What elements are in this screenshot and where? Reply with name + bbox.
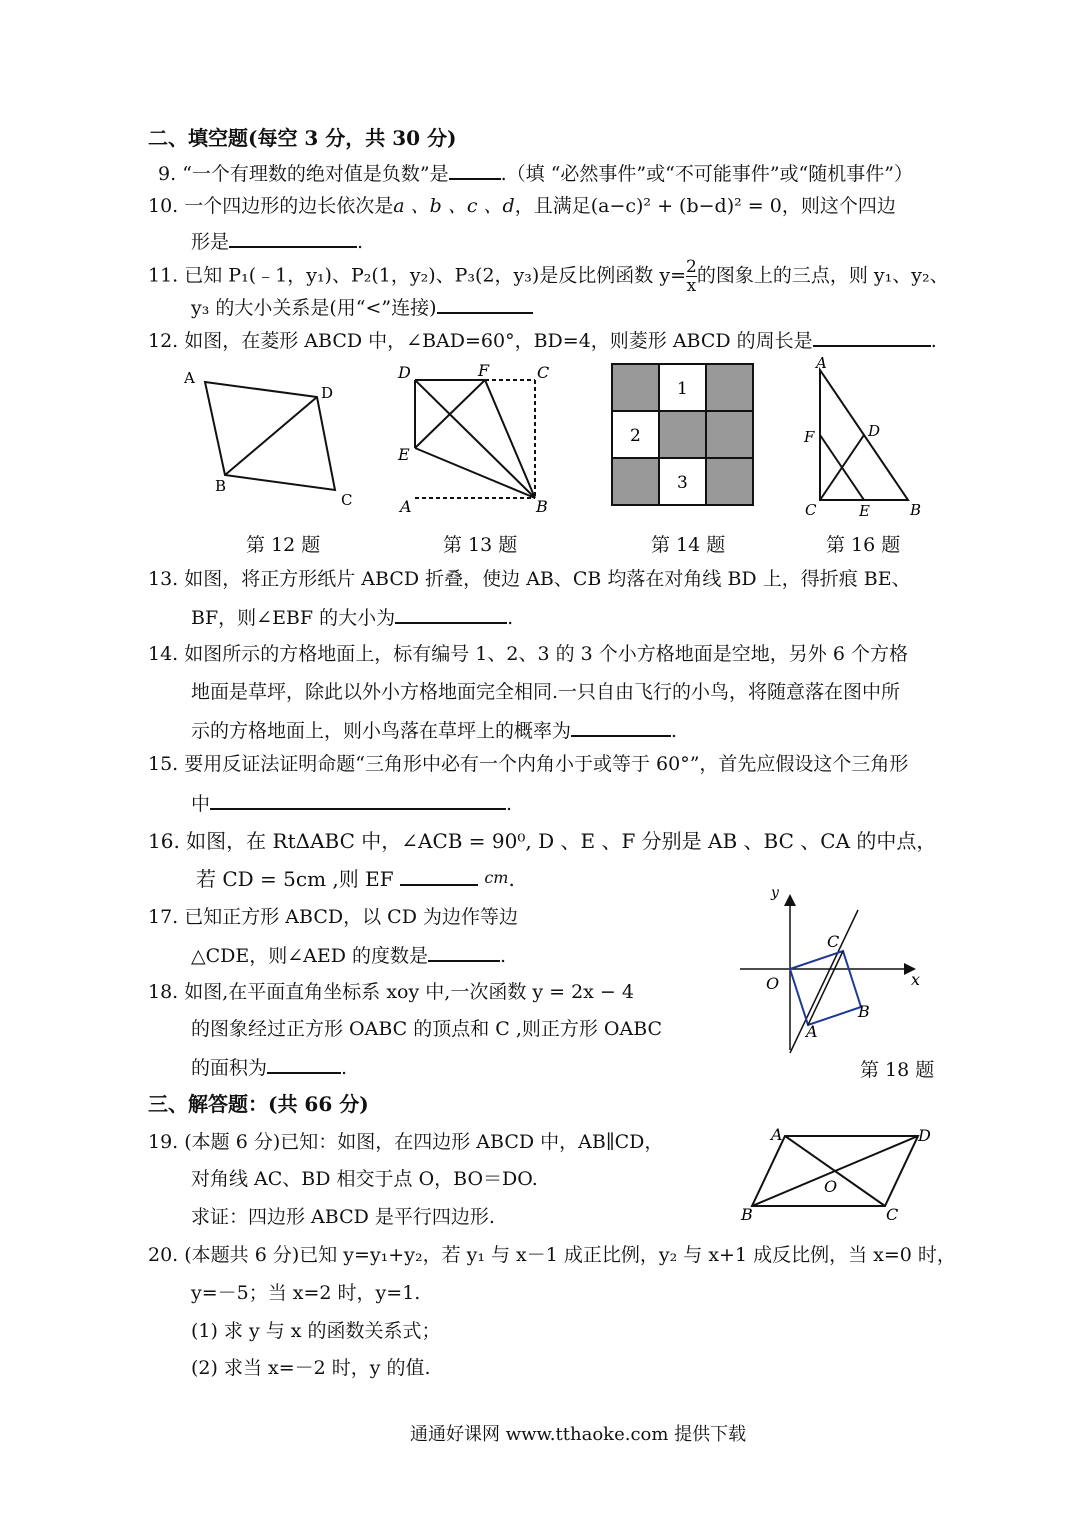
question-14 — [148, 642, 908, 666]
q13-answer-blank[interactable] — [395, 604, 507, 624]
f12-label-c: C — [341, 491, 353, 509]
q20-number: 20. — [148, 1244, 179, 1266]
q17-line2: △CDE，则∠AED 的度数是 — [191, 945, 429, 967]
q12-answer-blank[interactable] — [813, 327, 931, 347]
q13-end: . — [507, 607, 514, 629]
q16-end: . — [508, 867, 515, 891]
q16-answer-blank[interactable] — [400, 866, 478, 886]
q10-text-c: ，则这个四边 — [781, 195, 896, 217]
q13-number: 13. — [148, 568, 179, 590]
q19-line2: 对角线 AC、BD 相交于点 O，BO＝DO. — [191, 1168, 538, 1190]
figure-12-rhombus — [180, 365, 365, 515]
q18-answer-blank[interactable] — [267, 1054, 341, 1074]
q14-line3: 示的方格地面上，则小鸟落在草坪上的概率为 — [191, 720, 572, 742]
q17-end: . — [500, 945, 507, 967]
f19-label-a: A — [771, 1125, 783, 1144]
f16-label-f: F — [804, 428, 815, 446]
q11-line2: y₃ 的大小关系是(用“<”连接) — [191, 297, 437, 319]
f13-label-f: F — [478, 361, 490, 380]
question-19 — [148, 1130, 663, 1154]
q14-line1: 如图所示的方格地面上，标有编号 1、2、3 的 3 个小方格地面是空地，另外 6 个方格 — [184, 643, 908, 665]
f19-label-o: O — [824, 1177, 838, 1196]
q20-line2: y=－5；当 x=2 时，y=1. — [191, 1282, 421, 1304]
f19-label-c: C — [886, 1205, 899, 1224]
q10-equation: (a−c)² + (b−d)² = 0 — [590, 195, 782, 217]
q9-tail: .（填 “必然事件”或“不可能事件”或“随机事件”） — [500, 163, 913, 185]
f18-label-a: A — [806, 1022, 818, 1041]
f12-label-b: B — [215, 477, 227, 495]
question-18-line-3 — [191, 1054, 347, 1080]
f16-label-d: D — [868, 422, 881, 440]
q11-text-b: 的图象上的三点，则 y₁、y₂、 — [696, 264, 949, 287]
f16-label-e: E — [859, 502, 870, 520]
question-15 — [148, 752, 908, 776]
q19-line1: (本题 6 分)已知：如图，在四边形 ABCD 中，AB∥CD， — [184, 1131, 664, 1153]
f12-label-d: D — [321, 384, 334, 402]
question-9 — [158, 160, 913, 186]
question-17 — [148, 905, 518, 929]
q10-answer-blank[interactable] — [229, 228, 357, 248]
f13-label-b: B — [536, 497, 548, 516]
q10-number: 10. — [148, 195, 179, 217]
q18-end: . — [341, 1057, 348, 1079]
q13-line2: BF，则∠EBF 的大小为 — [191, 607, 396, 629]
q18-line2: 的图象经过正方形 OABC 的顶点和 C ,则正方形 OABC — [191, 1018, 663, 1040]
q9-number: 9. — [158, 163, 177, 185]
q16-unit: cm — [484, 868, 509, 887]
question-10-line-2 — [191, 228, 363, 254]
figure-14-grid — [610, 362, 760, 512]
grid-label-2: 2 — [630, 426, 641, 446]
question-12 — [148, 327, 937, 353]
f13-label-a: A — [400, 497, 412, 516]
q12-text: 如图，在菱形 ABCD 中，∠BAD=60°，BD=4，则菱形 ABCD 的周长是 — [184, 330, 813, 352]
question-20 — [148, 1243, 956, 1267]
q11-answer-blank[interactable] — [437, 294, 533, 314]
page-footer: 通通好课网 www.tthaoke.com 提供下载 — [410, 1424, 747, 1445]
f13-label-d: D — [398, 363, 411, 382]
f19-label-b: B — [741, 1205, 753, 1224]
q10-line2: 形是 — [191, 231, 230, 253]
q20-part-1: (1) 求 y 与 x 的函数关系式； — [191, 1320, 441, 1342]
q16-line2: 若 CD = 5cm ,则 EF — [196, 867, 394, 891]
f12-label-a: A — [184, 369, 195, 387]
q19-number: 19. — [148, 1131, 179, 1153]
f16-label-c: C — [805, 501, 817, 519]
q18-number: 18. — [148, 981, 179, 1003]
q12-number: 12. — [148, 330, 179, 352]
q19-line3: 求证：四边形 ABCD 是平行四边形. — [191, 1206, 495, 1228]
question-10 — [148, 194, 896, 218]
q14-answer-blank[interactable] — [571, 717, 671, 737]
q20-line1: (本题共 6 分)已知 y=y₁+y₂，若 y₁ 与 x－1 成正比例，y₂ 与 x+1 成反比例，当 x=0 时， — [184, 1244, 956, 1266]
q11-text-a: 已知 P₁(﹣1，y₁)、P₂(1，y₂)、P₃(2，y₃)是反比例函数 y= — [184, 264, 686, 287]
grid-label-3: 3 — [677, 473, 688, 493]
figure-18-coordinate — [735, 885, 935, 1060]
q15-line1: 要用反证法证明命题“三角形中必有一个内角小于或等于 60°”，首先应假设这个三角形 — [184, 753, 909, 775]
f18-label-x: x — [911, 970, 921, 989]
q17-answer-blank[interactable] — [428, 942, 500, 962]
q18-line1: 如图,在平面直角坐标系 xoy 中,一次函数 y = 2x − 4 — [184, 981, 634, 1003]
question-15-line-2 — [191, 790, 512, 816]
question-13 — [148, 567, 911, 591]
f18-label-y: y — [771, 885, 779, 901]
q14-end: . — [671, 720, 678, 742]
caption-14: 第 14 题 — [651, 534, 726, 556]
section-2-title: 二、填空题(每空 3 分，共 30 分) — [148, 126, 457, 150]
q11-frac-num: 2 — [686, 257, 697, 277]
f16-label-a: A — [816, 354, 827, 372]
caption-13: 第 13 题 — [443, 534, 518, 556]
f16-label-b: B — [910, 501, 922, 519]
figure-13-square — [390, 360, 565, 520]
f13-label-e: E — [398, 445, 410, 464]
f18-label-o: O — [766, 974, 780, 993]
q16-line1: 如图，在 RtΔABC 中，∠ACB = 90⁰, D 、E 、F 分别是 AB 、BC 、CA 的中点， — [186, 829, 937, 853]
q10-text-a: 一个四边形的边长依次是 — [184, 195, 394, 217]
section-3-title: 三、解答题：(共 66 分) — [148, 1092, 369, 1116]
q10-vars: a 、b 、c 、d — [393, 195, 515, 217]
question-11 — [148, 258, 949, 295]
q12-end: . — [930, 330, 937, 352]
q11-fraction — [686, 258, 697, 295]
q15-line2: 中 — [191, 793, 211, 815]
q18-line3: 的面积为 — [191, 1057, 268, 1079]
caption-12: 第 12 题 — [246, 534, 321, 556]
question-13-line-2 — [191, 604, 513, 630]
q9-answer-blank[interactable] — [449, 160, 501, 180]
q15-end: . — [506, 793, 513, 815]
q14-line2: 地面是草坪，除此以外小方格地面完全相同.一只自由飞行的小鸟，将随意落在图中所 — [191, 681, 901, 703]
question-17-line-2 — [191, 942, 506, 968]
figure-16-triangle — [800, 352, 930, 522]
q15-answer-blank[interactable] — [210, 790, 506, 810]
caption-16: 第 16 题 — [826, 534, 901, 556]
f19-label-d: D — [918, 1126, 931, 1145]
q10-end: . — [357, 231, 364, 253]
grid-label-1: 1 — [677, 379, 688, 399]
q14-number: 14. — [148, 643, 179, 665]
q17-line1: 已知正方形 ABCD，以 CD 为边作等边 — [184, 906, 518, 928]
q11-number: 11. — [148, 264, 179, 287]
question-16-line-2 — [196, 866, 515, 891]
f18-label-c: C — [827, 932, 840, 951]
question-14-line-3 — [191, 717, 677, 743]
q10-text-b: ，且满足 — [514, 195, 591, 217]
q16-number: 16. — [148, 829, 180, 853]
q17-number: 17. — [148, 906, 179, 928]
f13-label-c: C — [537, 363, 550, 382]
question-11-line-2 — [191, 294, 533, 320]
caption-18: 第 18 题 — [860, 1059, 935, 1081]
q20-part-2: (2) 求当 x=－2 时，y 的值. — [191, 1357, 431, 1379]
q13-line1: 如图，将正方形纸片 ABCD 折叠，使边 AB、CB 均落在对角线 BD 上，得折痕 BE、 — [184, 568, 911, 590]
f18-label-b: B — [858, 1002, 870, 1021]
question-18 — [148, 980, 634, 1004]
question-16 — [148, 829, 936, 853]
figure-19-parallelogram — [735, 1120, 940, 1230]
q11-frac-den: x — [686, 276, 697, 296]
q9-text: “一个有理数的绝对值是负数”是 — [182, 163, 449, 185]
q15-number: 15. — [148, 753, 179, 775]
